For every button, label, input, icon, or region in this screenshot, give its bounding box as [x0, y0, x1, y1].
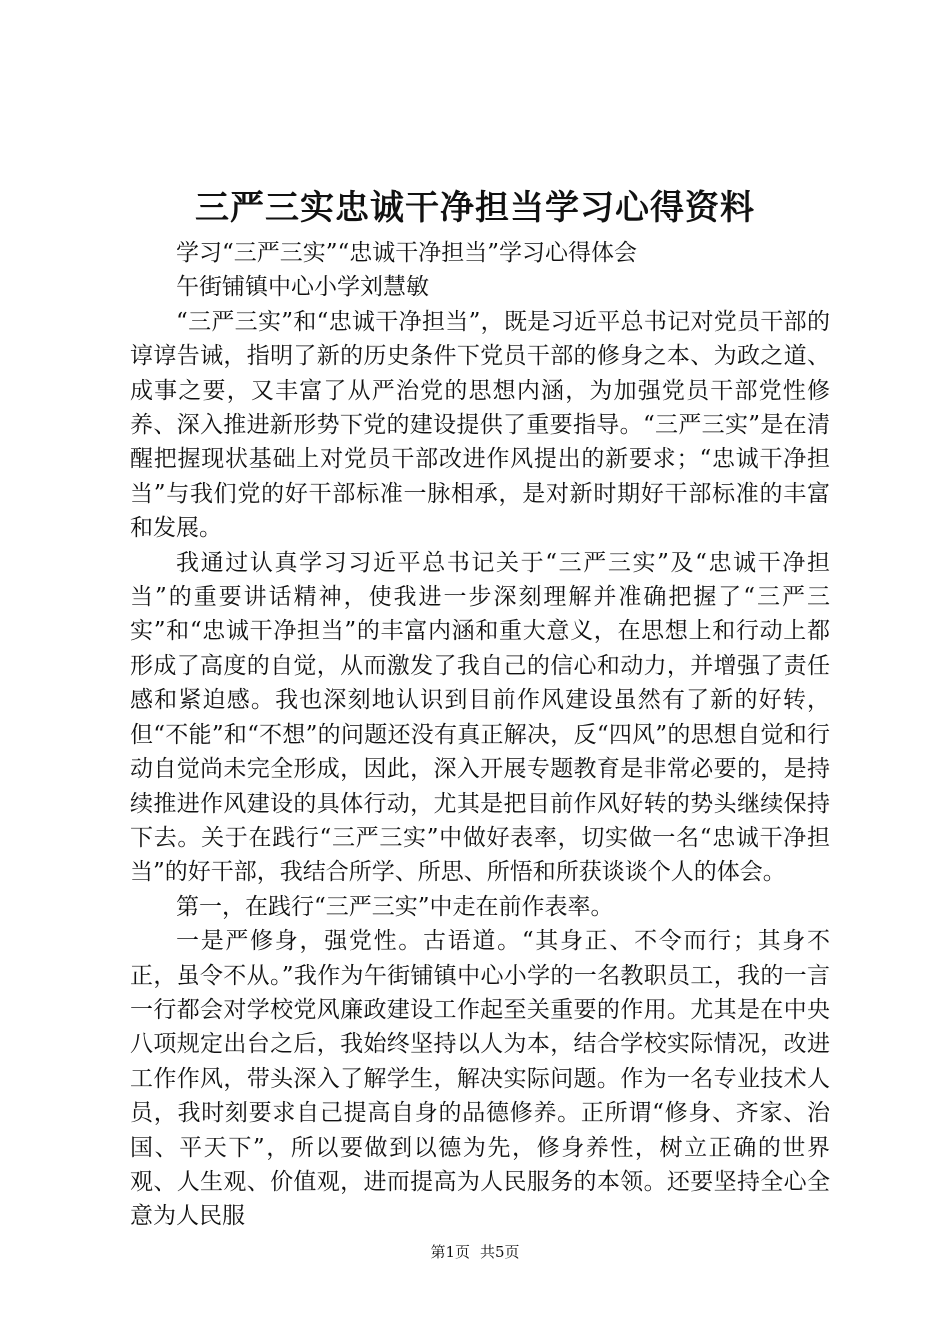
- document-title: 三严三实忠诚干净担当学习心得资料: [195, 188, 755, 228]
- page-footer: [0, 1242, 950, 1262]
- paragraph: “三严三实”和“忠诚干净担当”，既是习近平总书记对党员干部的谆谆告诫，指明了新的历史条件下党员干部的修身之本、为政之道、成事之要，又丰富了从严治党的思想内涵，为加强党员干部党性修养、深入推进新形势下党的建设提供了重要指导。“三严三实”是在清醒把握现状基础上对党员干部改进作风提出的新要求；“忠诚干净担当”与我们党的好干部标准一脉相承，是对新时期好干部标准的丰富和发展。: [130, 308, 830, 542]
- section-heading: 第一，在践行“三严三实”中走在前作表率。: [176, 893, 614, 920]
- page-total: 共5页: [480, 1243, 520, 1261]
- subtitle-line: 学习“三严三实”“忠诚干净担当”学习心得体会: [176, 240, 638, 266]
- author-line: 午街铺镇中心小学刘慧敏: [176, 274, 429, 301]
- page-number: 第1页: [430, 1243, 470, 1261]
- document-body: [130, 236, 830, 1234]
- paragraph: 我通过认真学习习近平总书记关于“三严三实”及“忠诚干净担当”的重要讲话精神，使我进一步深刻理解并准确把握了“三严三实”和“忠诚干净担当”的丰富内涵和重大意义，在思想上和行动上都形成了高度的自觉，从而激发了我自己的信心和动力，并增强了责任感和紧迫感。我也深刻地认识到目前作风建设虽然有了新的好转，但“不能”和“不想”的问题还没有真正解决，反“四风”的思想自觉和行动自觉尚未完全形成，因此，深入开展专题教育是非常必要的，是持续推进作风建设的具体行动，尤其是把目前作风好转的势头继续保持下去。关于在践行“三严三实”中做好表率，切实做一名“忠诚干净担当”的好干部，我结合所学、所思、所悟和所获谈谈个人的体会。: [130, 549, 830, 886]
- paragraph: 一是严修身，强党性。古语道。“其身正、不令而行；其身不正，虽令不从。”我作为午街铺镇中心小学的一名教职员工，我的一言一行都会对学校党风廉政建设工作起至关重要的作用。尤其是在中央八项规定出台之后，我始终坚持以人为本，结合学校实际情况，改进工作作风，带头深入了解学生，解决实际问题。作为一名专业技术人员，我时刻要求自己提高自身的品德修养。正所谓“修身、齐家、治国、平天下”，所以要做到以德为先，修身养性，树立正确的世界观、人生观、价值观，进而提高为人民服务的本领。还要坚持全心全意为人民服: [130, 928, 830, 1230]
